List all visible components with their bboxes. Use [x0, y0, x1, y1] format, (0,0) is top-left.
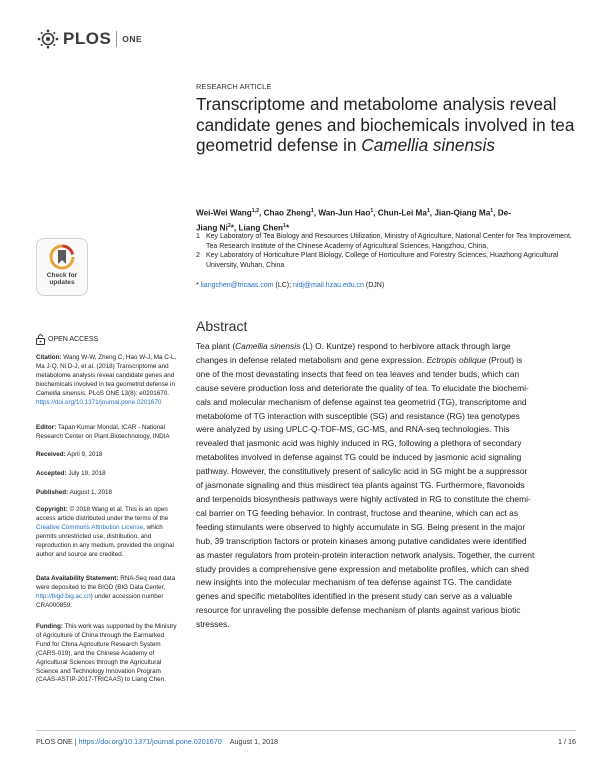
abstract-line: new insights into the molecular mechanism of tea defense against TG. The candidate — [196, 577, 512, 588]
abstract-line: study provides a comprehensive gene expression and metabolite profiles, which can shed — [196, 563, 529, 574]
footer-left: PLOS ONE | https://doi.org/10.1371/journal.pone.0201670 August 1, 2018 — [36, 737, 279, 746]
footer-divider — [36, 730, 576, 731]
abstract-line: cause severe production loss and deteriorate the quality of tea. To elucidate the biochemi- — [196, 382, 529, 393]
plos-one-logo — [36, 28, 156, 50]
abstract-line: cals and molecular mechanism of defense against tea geometrid (TG), transcriptome and — [196, 396, 527, 407]
citation-doi-link[interactable]: https://doi.org/10.1371/journal.pone.0201670 — [36, 398, 162, 406]
abstract-line: pathway. However, the constitutively present of salicylic acid in SG might be a suppressor — [196, 466, 528, 477]
abstract-line: one of the most devastating insects that feed on tea leaves and tender buds, which can — [196, 368, 520, 379]
email-link-2[interactable]: nidj@mail.hzau.edu.cn — [293, 282, 364, 289]
journal-name: ONE — [122, 34, 143, 44]
abstract-line: genes and specific metabolites identified in the present study can serve as a valuable — [196, 591, 513, 602]
check-updates-text: Check for updates — [46, 272, 78, 287]
copyright-block: Copyright: © 2018 Wang et al. This is an open access article distributed under the terms of the Creative Commons Attribution License, which permits unrestricted use, distribution, and reproduction in any medium, provided the original author and source are credited. — [36, 506, 174, 558]
author-list — [196, 205, 576, 234]
title-species: Camellia sinensis — [361, 135, 496, 155]
logo-divider — [116, 31, 117, 47]
page-number: 1 / 16 — [558, 737, 576, 746]
bigd-link[interactable]: http://bigd.big.ac.cn — [36, 592, 91, 600]
abstract-line: stresses. — [196, 619, 230, 630]
abstract-line: changes in defense related metabolism and gene expression. Ectropis oblique (Prout) is — [196, 354, 523, 365]
open-lock-icon — [36, 334, 45, 345]
accepted-date: Accepted: July 19, 2018 — [36, 470, 106, 477]
abstract-line: feeding stimulants were observed to highly accumulate in SG. Being present in the major — [196, 521, 526, 532]
abstract-line: of jasmonate signaling and thus misdirect tea plants against TG. Furthermore, flavonoids — [196, 480, 525, 491]
article-title — [196, 94, 576, 156]
email-link-1[interactable]: liangchen@tricaas.com — [200, 282, 274, 289]
affiliation-2: 2 Key Laboratory of Horticulture Plant Biology, College of Horticulture and Forestry Sciences, Huazhong Agricultural University, Wuhan, China — [196, 252, 559, 269]
abstract-line: were analyzed by using UPLC-Q-TOF-MS, GC-MS, and RNA-seq technologies. This — [196, 424, 510, 435]
open-access-label: OPEN ACCESS — [36, 334, 98, 345]
abstract-line: as master regulators from protein-protein interaction network analysis. Together, the current — [196, 549, 535, 560]
cc-license-link[interactable]: Creative Commons Attribution License — [36, 523, 144, 531]
footer-doi-link[interactable]: https://doi.org/10.1371/journal.pone.0201670 — [78, 737, 222, 746]
footer-date: August 1, 2018 — [229, 737, 279, 746]
abstract-line: and terpenoids biosynthesis pathways were highly activated in RG to constitute the chemi- — [196, 493, 531, 504]
article-type: RESEARCH ARTICLE — [196, 82, 272, 91]
brand-name: PLOS — [63, 29, 112, 48]
abstract-body — [196, 340, 578, 632]
citation-block: Citation: Wang W-W, Zheng C, Hao W-J, Ma C-L, Ma J-Q, Ni D-J, et al. (2018) Transcriptome and metabolome analysis reveal candidate genes and biochemicals involved in tea geometrid defense in Camellia sinensis. PLoS ONE 13(8): e0201670. https://doi.org/10.1371/journal.pone.0201670 — [36, 354, 184, 407]
affiliations — [196, 232, 578, 270]
abstract-line: metabolites involved in defense against TG could be induced by jasmonic acid signaling — [196, 452, 522, 463]
received-date: Received: April 9, 2018 — [36, 451, 103, 458]
abstract-heading: Abstract — [196, 318, 248, 334]
author-line-2: Jiang Ni$^2$*, Liang Chen$^1$* — [196, 222, 290, 233]
editor-block: Editor: Tapan Kumar Mondal, ICAR - National Research Center on Plant Biotechnology, INDIA — [36, 424, 170, 440]
plos-logo-icon — [36, 29, 60, 49]
affiliation-1: 1 Key Laboratory of Tea Biology and Resources Utilization, Ministry of Agriculture, National Center for Tea Improvement, Tea Research Institute of the Chinese Academy of Agricultural Sciences, Hangzhou, China, — [196, 233, 572, 250]
title-main: Transcriptome and metabolome analysis reveal candidate genes and biochemicals involved in tea geometrid defense in — [196, 94, 575, 155]
check-for-updates-badge[interactable] — [36, 238, 88, 296]
abstract-line: Tea plant (Camellia sinensis (L) O. Kuntze) respond to herbivore attack through large — [196, 341, 511, 351]
published-date: Published: August 1, 2018 — [36, 489, 112, 496]
abstract-line: cal barrier on TG feeding behavior. In contrast, fructose and theanine, which can act as — [196, 507, 519, 518]
abstract-line: metabolome of TG interaction with susceptible (SG) and resistance (RG) tea genotypes — [196, 410, 520, 421]
check-updates-icon — [49, 244, 75, 270]
data-availability-block: Data Availability Statement: RNA-Seq read data were deposited to the BIGD (BIG Data Center, http://bigd.big.ac.cn) under accession number CRA000859. — [36, 575, 176, 609]
abstract-line: resource for unraveling the possible defense mechanism of plants against various biotic — [196, 605, 521, 616]
abstract-line: revealed that jasmonic acid was highly induced in RG, following a plethora of secondary — [196, 438, 522, 449]
author-line-1: Wei-Wei Wang$^{1,2}$, Chao Zheng$^1$, Wan-Jun Hao$^1$, Chun-Lei Ma$^1$, Jian-Qiang Ma$^1$, De- — [196, 208, 511, 218]
corresponding-emails: * liangchen@tricaas.com (LC); nidj@mail.hzau.edu.cn (DJN) — [196, 282, 385, 289]
abstract-line: hub, 39 transcription factors or protein kinases among putative candidates were identified — [196, 535, 527, 546]
page-footer — [36, 737, 576, 746]
funding-block: Funding: This work was supported by the Ministry of Agriculture of China through the Earmarked Fund for China Agriculture Research System (CARS-019), and the Chinese Academy of Agricultural Sciences through the Agricultural Science and Technology Innovation Program (CAAS-ASTIP-2017-TRICAAS) to Liang Chen. — [36, 623, 177, 684]
